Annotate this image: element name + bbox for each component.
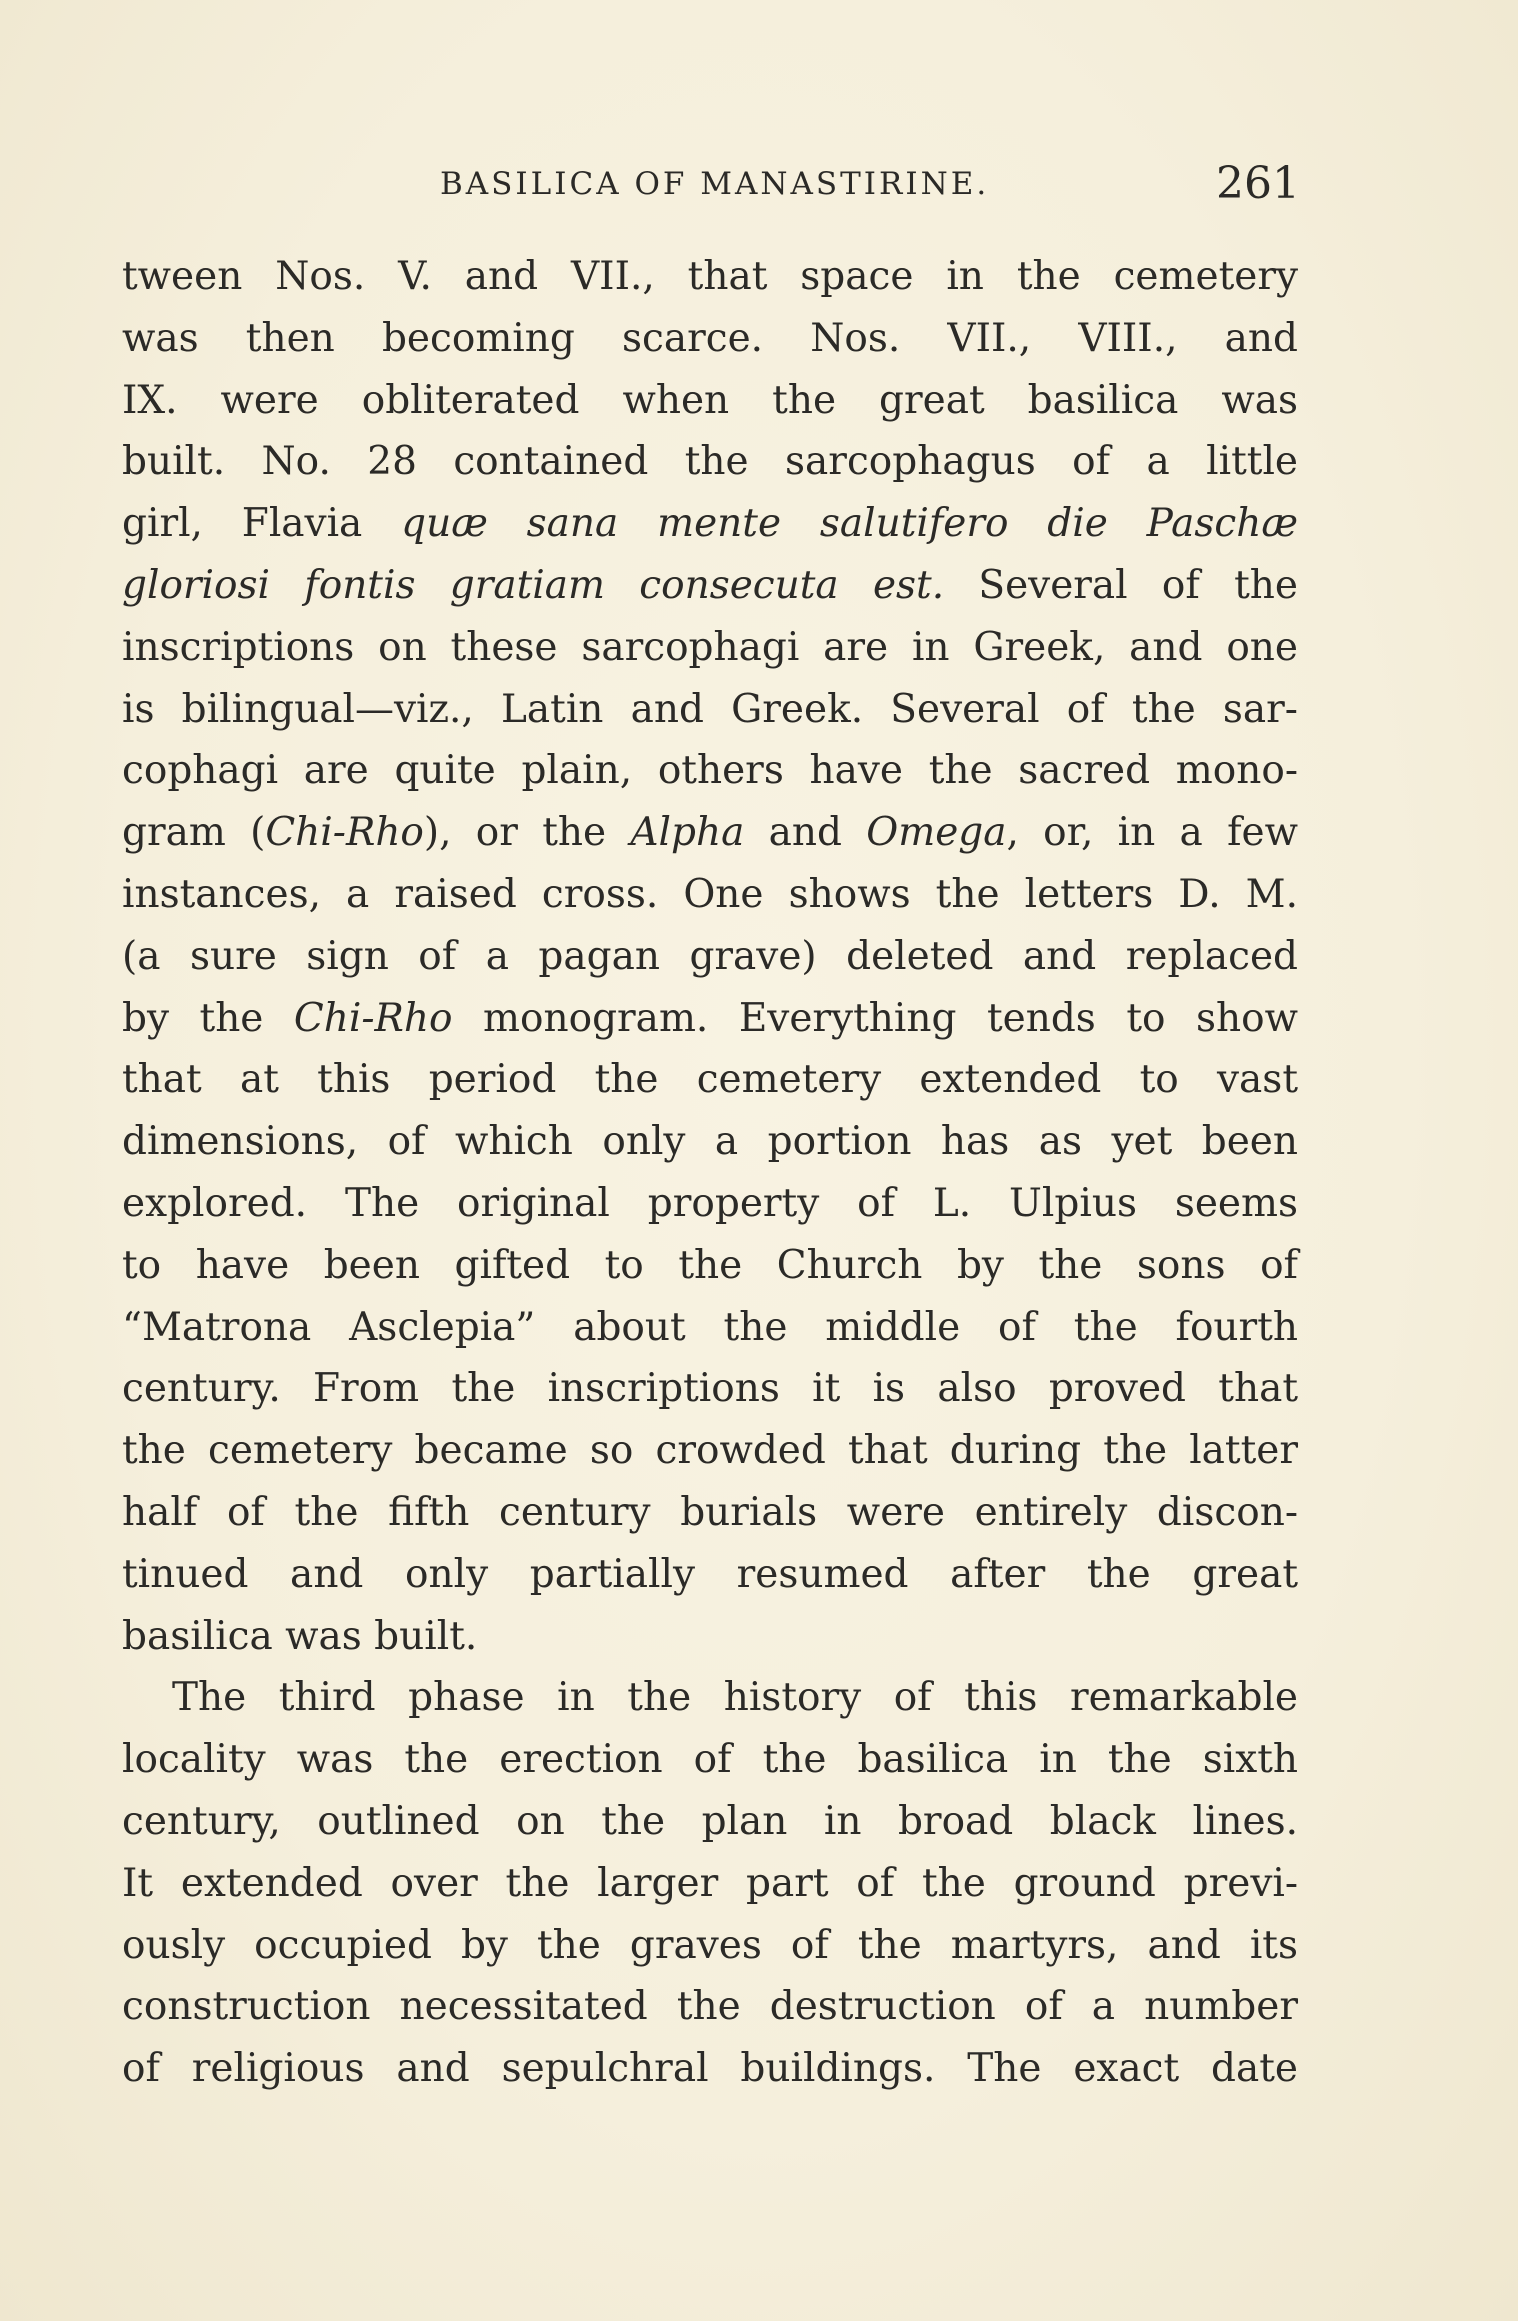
text-line	[122, 1482, 1298, 1544]
text-segment: by the	[122, 995, 294, 1041]
text-segment: gram (	[122, 810, 266, 856]
running-title: BASILICA OF MANASTIRINE.	[440, 166, 990, 202]
text-segment: of religious and sepulchral buildings. The exact date	[122, 2046, 1298, 2092]
italic-text-segment: Alpha	[630, 810, 745, 856]
text-segment: that at this period the cemetery extended to vast	[122, 1057, 1298, 1103]
text-segment: ously occupied by the graves of the martyrs, and its	[122, 1922, 1298, 1968]
text-segment: is bilingual—viz., Latin and Greek. Several of the sar-	[122, 686, 1298, 732]
text-segment: century. From the inscriptions it is also proved that	[122, 1366, 1298, 1412]
text-line	[122, 1235, 1298, 1297]
text-line	[122, 1667, 1298, 1729]
italic-text-segment: Chi-Rho	[293, 995, 453, 1041]
text-line	[122, 802, 1298, 864]
body-text	[122, 246, 1298, 2100]
text-segment: “Matrona Asclepia” about the middle of the fourth	[122, 1304, 1298, 1350]
text-line	[122, 988, 1298, 1050]
text-segment: dimensions, of which only a portion has as yet been	[122, 1119, 1298, 1165]
text-line	[122, 1976, 1298, 2038]
text-line	[122, 308, 1298, 370]
text-segment: tween Nos. V. and VII., that space in the cemetery	[122, 254, 1298, 299]
text-line	[122, 617, 1298, 679]
text-segment: instances, a raised cross. One shows the letters D. M.	[122, 871, 1298, 917]
text-line	[122, 1358, 1298, 1420]
text-line	[122, 1297, 1298, 1359]
text-line	[122, 740, 1298, 802]
text-segment: It extended over the larger part of the ground previ-	[122, 1860, 1298, 1906]
text-segment: , or, in a few	[1006, 810, 1298, 856]
text-segment: explored. The original property of L. Ulpius seems	[122, 1180, 1298, 1226]
text-segment: basilica was built.	[122, 1613, 478, 1659]
text-segment: half of the fifth century burials were entirely discon-	[122, 1489, 1298, 1535]
text-segment: to have been gifted to the Church by the sons of	[122, 1242, 1298, 1288]
text-segment: ), or the	[423, 810, 631, 856]
text-segment: was then becoming scarce. Nos. VII., VIII., and	[122, 315, 1298, 361]
text-segment: IX. were obliterated when the great basilica was	[122, 377, 1298, 423]
text-line	[122, 1420, 1298, 1482]
text-segment: century, outlined on the plan in broad black lines.	[122, 1798, 1298, 1844]
text-segment: Several of the	[944, 562, 1298, 608]
text-segment: tinued and only partially resumed after the great	[122, 1551, 1298, 1597]
text-line	[122, 1915, 1298, 1977]
text-line	[122, 864, 1298, 926]
text-line	[122, 1791, 1298, 1853]
text-segment: The third phase in the history of this remarkable	[172, 1675, 1298, 1721]
text-line	[122, 493, 1298, 555]
text-line	[122, 679, 1298, 741]
text-line	[122, 1544, 1298, 1606]
running-head	[120, 158, 1300, 208]
text-line	[122, 2038, 1298, 2100]
text-line	[122, 555, 1298, 617]
text-segment: inscriptions on these sarcophagi are in Greek, and one	[122, 624, 1298, 670]
text-segment: monogram. Everything tends to show	[452, 995, 1298, 1041]
italic-text-segment: quæ sana mente salutifero die Paschæ	[401, 501, 1298, 547]
italic-text-segment: Chi-Rho	[265, 810, 424, 856]
text-line	[122, 1853, 1298, 1915]
text-segment: the cemetery became so crowded that during the latter	[122, 1428, 1298, 1474]
page-number: 261	[1216, 158, 1300, 209]
text-line	[122, 1049, 1298, 1111]
text-line	[122, 1173, 1298, 1235]
text-segment: (a sure sign of a pagan grave) deleted and replaced	[122, 933, 1298, 979]
text-segment: built. No. 28 contained the sarcophagus of a little	[122, 439, 1298, 485]
text-segment: cophagi are quite plain, others have the sacred mono-	[122, 748, 1298, 794]
text-line	[122, 1111, 1298, 1173]
italic-text-segment: gloriosi fontis gratiam consecuta est.	[122, 562, 945, 608]
text-line	[122, 926, 1298, 988]
text-line	[122, 431, 1298, 493]
text-line	[122, 246, 1298, 308]
text-line	[122, 370, 1298, 432]
text-segment: and	[744, 810, 867, 856]
text-segment: construction necessitated the destruction of a number	[122, 1984, 1298, 2030]
italic-text-segment: Omega	[866, 810, 1007, 856]
text-line	[122, 1729, 1298, 1791]
text-segment: girl, Flavia	[122, 501, 402, 547]
text-segment: locality was the erection of the basilica in the sixth	[122, 1737, 1298, 1783]
text-line	[122, 1606, 1298, 1668]
